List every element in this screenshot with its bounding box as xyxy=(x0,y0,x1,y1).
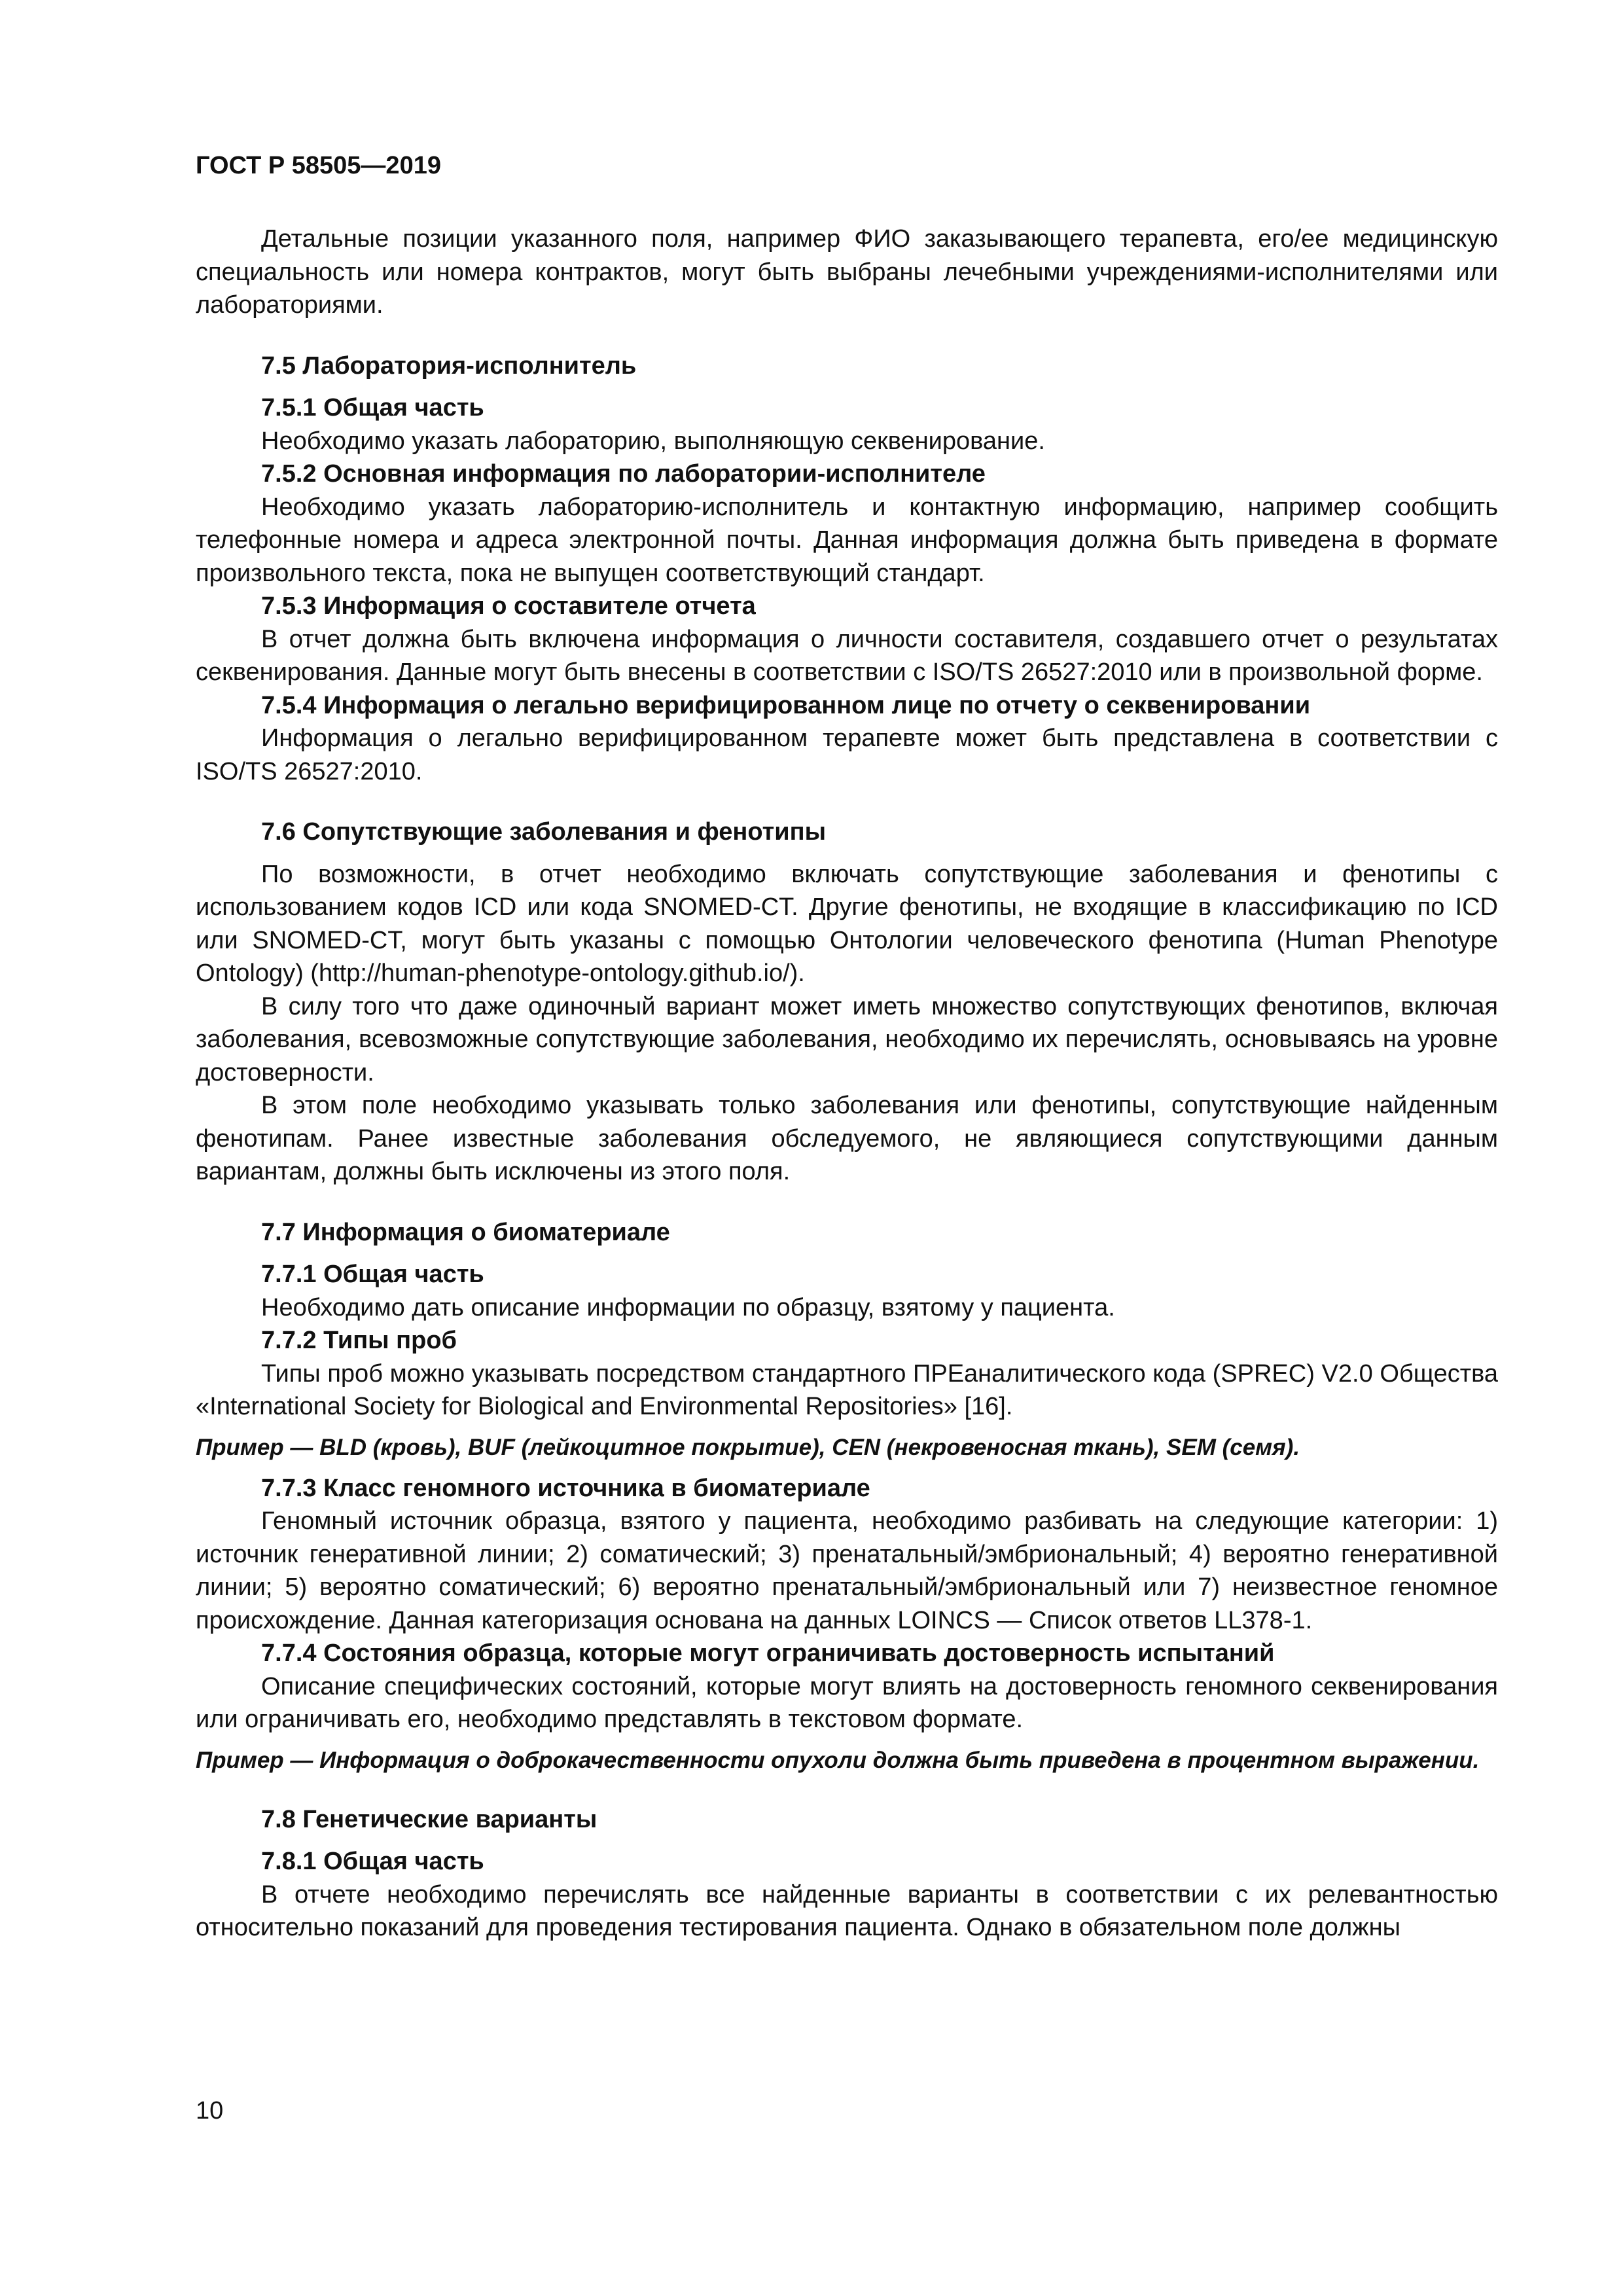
section-7-6-paragraph-3: В этом поле необходимо указывать только заболевания или фенотипы, сопутствующие найденным фенотипам. Ранее известные заболевания обследуемого, не являющиеся сопутствующими данным вариантам, должны быть исключены из этого поля. xyxy=(196,1092,1498,1185)
section-7-5-3-text: В отчет должна быть включена информация о личности составителя, создавшего отчет о результатах секвенирования. Данные могут быть внесены в соответствии с ISO/TS 26527:2010 или в произвольной форме. xyxy=(196,625,1498,686)
section-7-5-1-text: Необходимо указать лабораторию, выполняющую секвенирование. xyxy=(261,427,1045,455)
section-7-7-4-example: Пример — Информация о доброкачественности опухоли должна быть приведена в процентном выражении. xyxy=(196,1747,1480,1773)
section-7-7-title: 7.7 Информация о биоматериале xyxy=(261,1218,670,1246)
section-7-7-3-title: 7.7.3 Класс геномного источника в биоматериале xyxy=(261,1474,870,1502)
section-7-8-title: 7.8 Генетические варианты xyxy=(261,1805,597,1833)
section-7-6-title: 7.6 Сопутствующие заболевания и фенотипы xyxy=(261,818,827,846)
section-7-7-2-title: 7.7.2 Типы проб xyxy=(261,1327,457,1354)
section-7-7-4-title: 7.7.4 Состояния образца, которые могут ограничивать достоверность испытаний xyxy=(261,1640,1275,1667)
section-7-7-1-text: Необходимо дать описание информации по образцу, взятому у пациента. xyxy=(261,1293,1115,1321)
section-7-7-1-title: 7.7.1 Общая часть xyxy=(261,1261,484,1288)
section-7-8-1-title: 7.8.1 Общая часть xyxy=(261,1848,484,1875)
section-7-7-2-example: Пример — BLD (кровь), BUF (лейкоцитное покрытие), CEN (некровеносная ткань), SEM (семя). xyxy=(196,1434,1300,1460)
section-7-6-paragraph-1: По возможности, в отчет необходимо включать сопутствующие заболевания и фенотипы с использованием кодов ICD или кода SNOMED-CT. Другие фенотипы, не входящие в классификацию по ICD или SNOMED-CT, могут быть указаны с помощью Онтологии человеческого фенотипа (Human Phenotype Ontology) (http://human-phenotype-ontology.github.io/). xyxy=(196,860,1498,987)
section-7-7-3-text: Геномный источник образца, взятого у пациента, необходимо разбивать на следующие категории: 1) источник генеративной линии; 2) соматический; 3) пренатальный/эмбриональный; 4) вероятно генеративной линии; 5) вероятно соматический; 6) вероятно пренатальный/эмбриональный или 7) неизвестное геномное происхождение. Данная категоризация основана на данных LOINCS — Список ответов LL378-1. xyxy=(196,1507,1498,1634)
section-7-7-2-text: Типы проб можно указывать посредством стандартного ПРЕаналитического кода (SPREC) V2.0 Общества «International Society for Biological and Environmental Repositories» [16]. xyxy=(196,1359,1498,1420)
section-7-5-3-title: 7.5.3 Информация о составителе отчета xyxy=(261,592,756,620)
section-7-5-2-title: 7.5.2 Основная информация по лаборатории-исполнителе xyxy=(261,460,986,488)
page-number: 10 xyxy=(196,2097,224,2125)
section-7-5-2-text: Необходимо указать лабораторию-исполнитель и контактную информацию, например сообщить телефонные номера и адреса электронной почты. Данная информация должна быть приведена в формате произвольного текста, пока не выпущен соответствующий стандарт. xyxy=(196,493,1498,587)
document-body xyxy=(196,223,1498,1945)
section-7-8-1-text: В отчете необходимо перечислять все найденные варианты в соответствии с их релевантностью относительно показаний для проведения тестирования пациента. Однако в обязательном поле должны xyxy=(196,1880,1498,1941)
section-7-5-1-title: 7.5.1 Общая часть xyxy=(261,394,484,422)
section-7-5-4-title: 7.5.4 Информация о легально верифицированном лице по отчету о секвенировании xyxy=(261,691,1311,719)
section-7-5-title: 7.5 Лаборатория-исполнитель xyxy=(261,351,637,380)
section-7-7-4-text: Описание специфических состояний, которые могут влиять на достоверность геномного секвенирования или ограничивать его, необходимо представлять в текстовом формате. xyxy=(196,1672,1498,1733)
intro-paragraph: Детальные позиции указанного поля, например ФИО заказывающего терапевта, его/ее медицинскую специальность или номера контрактов, могут быть выбраны лечебными учреждениями-исполнителями или лабораториями. xyxy=(196,225,1498,319)
section-7-5-4-text: Информация о легально верифицированном терапевте может быть представлена в соответствии с ISO/TS 26527:2010. xyxy=(196,725,1498,785)
document-header: ГОСТ Р 58505—2019 xyxy=(196,152,441,179)
section-7-6-paragraph-2: В силу того что даже одиночный вариант может иметь множество сопутствующих фенотипов, включая заболевания, всевозможные сопутствующие заболевания, необходимо их перечислять, основываясь на уровне достоверности. xyxy=(196,992,1498,1086)
